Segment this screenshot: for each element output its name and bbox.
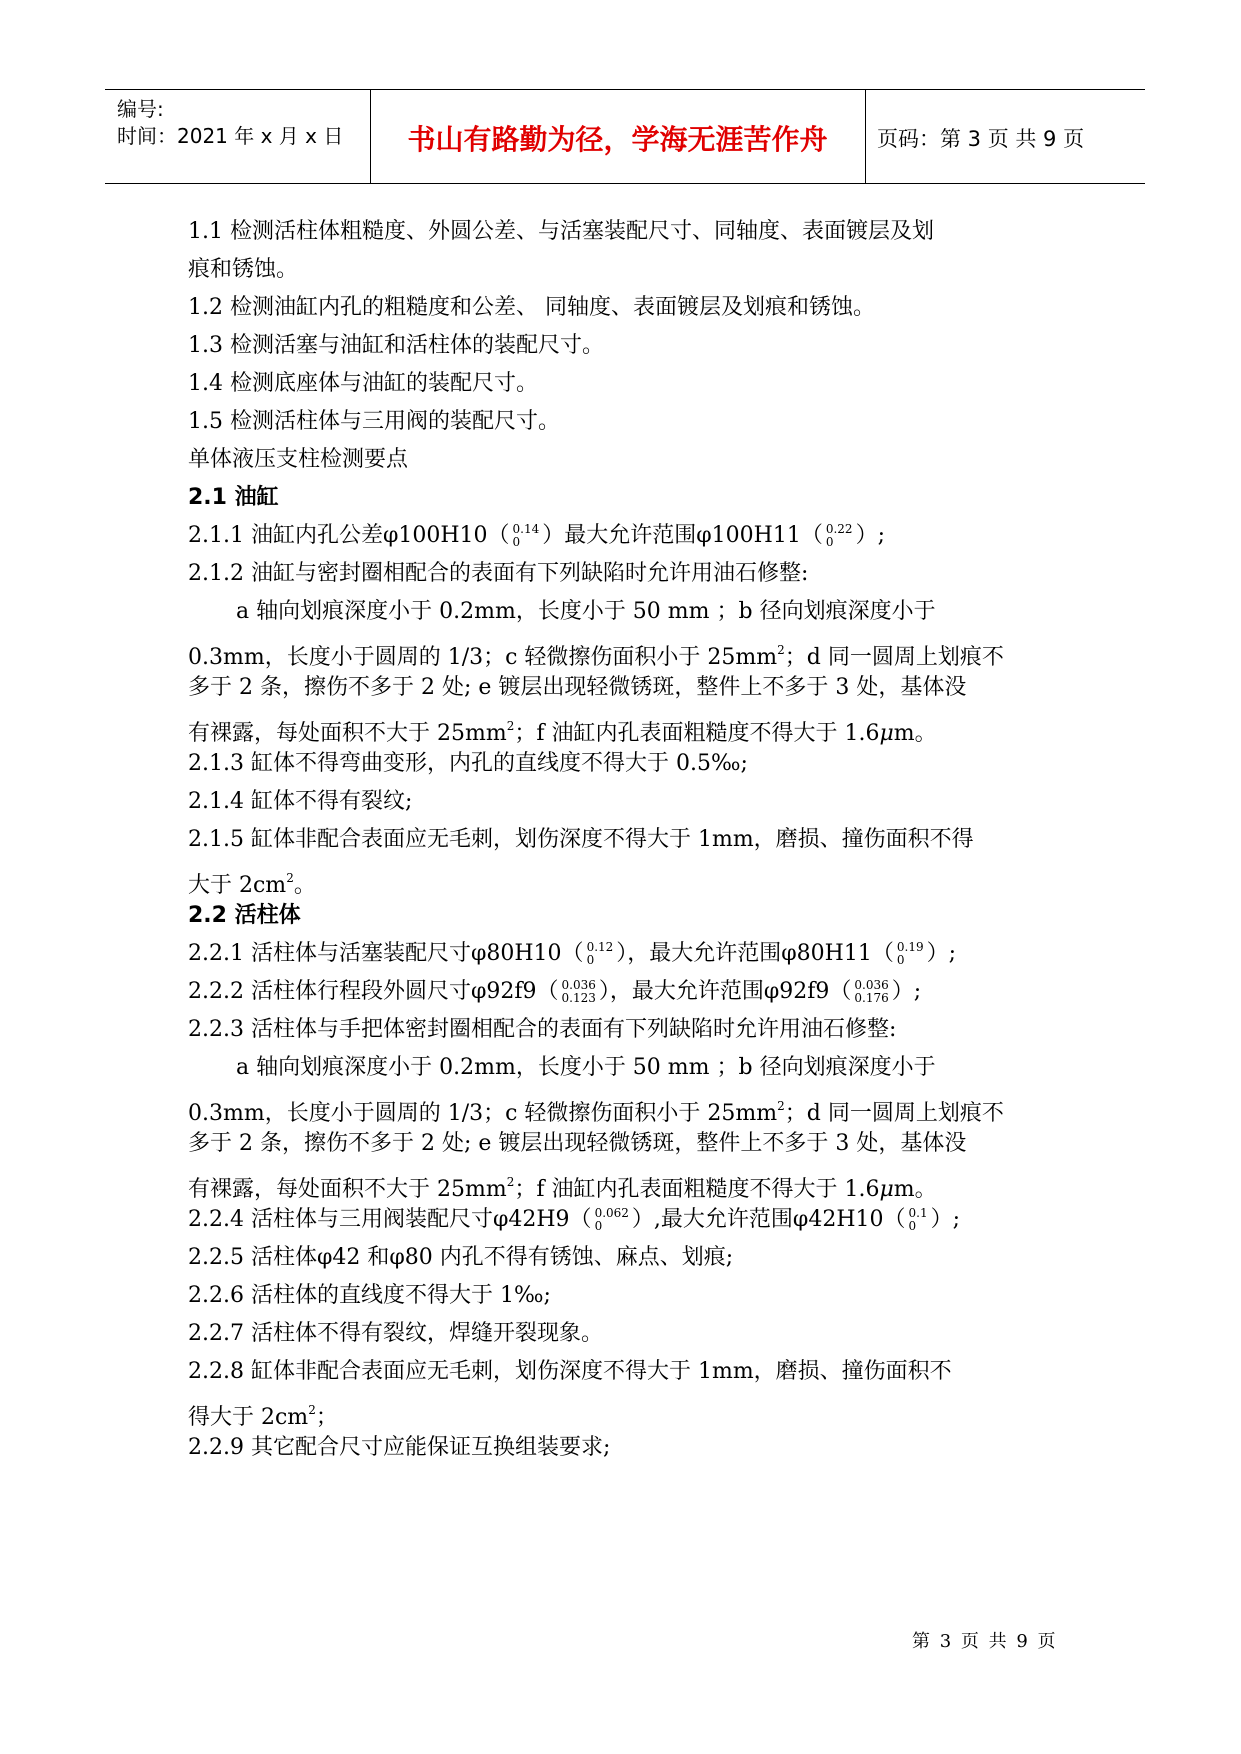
text-run: 2.1.1 油缸内孔公差φ100H10（ <box>188 523 510 548</box>
superscript: 2 <box>777 643 785 657</box>
mu-symbol: μ <box>879 721 894 746</box>
section-heading: 2.2 活柱体 <box>188 903 301 928</box>
tolerance-upper: 0.19 <box>896 940 924 954</box>
header-right-cell <box>865 90 1145 183</box>
document-time-label: 时间：2021 年 x 月 x 日 <box>117 124 344 148</box>
tolerance-lower: 0 <box>586 953 595 967</box>
text-run: ）最大允许范围φ100H11（ <box>542 523 823 548</box>
tolerance-lower: 0 <box>825 535 834 549</box>
paragraph: 1.1 检测活柱体粗糙度、外圆公差、与活塞装配尺寸、同轴度、表面镀层及划 <box>188 219 934 244</box>
text-run: ），最大允许范围φ80H11（ <box>616 941 894 966</box>
header-page-label: 页码：第 3 页 共 9 页 <box>877 127 1085 151</box>
superscript: 2 <box>777 1099 785 1113</box>
page-footer: 第 3 页 共 9 页 <box>912 1631 1058 1652</box>
text-run: ； <box>315 1405 338 1430</box>
text-run: 。 <box>293 873 316 898</box>
text-run: 2.2.4 活柱体与三用阀装配尺寸φ42H9（ <box>188 1207 592 1232</box>
paragraph: 2.2.7 活柱体不得有裂纹，焊缝开裂现象。 <box>188 1321 603 1346</box>
section-heading: 2.1 油缸 <box>188 485 279 510</box>
paragraph <box>188 1391 1068 1429</box>
text-run: ），最大允许范围φ92f9（ <box>598 979 852 1004</box>
text-run: ）; <box>930 1207 961 1232</box>
text-run: ；d 同一圆周上划痕不 <box>784 1101 1004 1126</box>
tolerance <box>587 941 614 967</box>
document-number-label: 编号: <box>117 97 164 121</box>
paragraph <box>188 859 1068 897</box>
paragraph: 多于 2 条，擦伤不多于 2 处; e 镀层出现轻微锈斑，整件上不多于 3 处，基体没 <box>188 1131 967 1156</box>
paragraph: 1.5 检测活柱体与三用阀的装配尺寸。 <box>188 409 560 434</box>
tolerance-lower: 0 <box>908 1219 917 1233</box>
paragraph <box>188 707 1068 745</box>
paragraph: a 轴向划痕深度小于 0.2mm，长度小于 50 mm ；b 径向划痕深度小于 <box>236 1055 936 1080</box>
superscript: 2 <box>286 871 294 885</box>
tolerance-upper: 0.1 <box>908 1206 928 1220</box>
text-run: ；f 油缸内孔表面粗糙度不得大于 1.6 <box>514 1177 880 1202</box>
text-run: 0.3mm，长度小于圆周的 1/3；c 轻微擦伤面积小于 25mm <box>188 1101 778 1126</box>
paragraph: 2.2.9 其它配合尺寸应能保证互换组装要求; <box>188 1435 611 1460</box>
tolerance-upper: 0.14 <box>512 522 540 536</box>
tolerance-lower: 0 <box>594 1219 603 1233</box>
text-run: m。 <box>893 1177 937 1202</box>
paragraph <box>188 1087 1068 1125</box>
paragraph: 2.1.3 缸体不得弯曲变形，内孔的直线度不得大于 0.5‰; <box>188 751 748 776</box>
header-left-cell <box>105 90 371 183</box>
paragraph: a 轴向划痕深度小于 0.2mm，长度小于 50 mm ；b 径向划痕深度小于 <box>236 599 936 624</box>
tolerance-upper: 0.12 <box>586 940 614 954</box>
paragraph: 1.4 检测底座体与油缸的装配尺寸。 <box>188 371 538 396</box>
text-run: ）; <box>855 523 885 548</box>
paragraph: 2.1.2 油缸与密封圈相配合的表面有下列缺陷时允许用油石修整: <box>188 561 809 586</box>
section-title: 单体液压支柱检测要点 <box>188 447 409 472</box>
paragraph: 2.1.4 缸体不得有裂纹; <box>188 789 413 814</box>
text-run: 有裸露，每处面积不大于 25mm <box>188 1177 507 1202</box>
paragraph: 1.2 检测油缸内孔的粗糙度和公差、 同轴度、表面镀层及划痕和锈蚀。 <box>188 295 875 320</box>
paragraph: 2.2.3 活柱体与手把体密封圈相配合的表面有下列缺陷时允许用油石修整: <box>188 1017 897 1042</box>
header-motto: 书山有路勤为径，学海无涯苦作舟 <box>407 123 828 156</box>
text-run: 有裸露，每处面积不大于 25mm <box>188 721 507 746</box>
paragraph <box>188 1163 1068 1201</box>
text-run: ）; <box>926 941 957 966</box>
header-center-cell <box>370 90 866 183</box>
tolerance-upper: 0.22 <box>825 522 853 536</box>
tolerance-upper: 0.062 <box>594 1206 629 1220</box>
paragraph: 2.2.8 缸体非配合表面应无毛刺，划伤深度不得大于 1mm，磨损、撞伤面积不 <box>188 1359 952 1384</box>
document-body <box>188 213 1068 1467</box>
tolerance <box>909 1207 928 1233</box>
text-run: ）; <box>891 979 922 1004</box>
paragraph <box>188 973 1068 1011</box>
paragraph: 痕和锈蚀。 <box>188 257 299 282</box>
tolerance-upper: 0.036 <box>854 978 889 992</box>
paragraph: 2.2.6 活柱体的直线度不得大于 1‰; <box>188 1283 551 1308</box>
paragraph: 2.2.5 活柱体φ42 和φ80 内孔不得有锈蚀、麻点、划痕; <box>188 1245 734 1270</box>
tolerance-lower: 0 <box>512 535 521 549</box>
paragraph <box>188 935 1068 973</box>
text-run: 2.2.2 活柱体行程段外圆尺寸φ92f9（ <box>188 979 559 1004</box>
paragraph <box>188 517 1068 555</box>
superscript: 2 <box>308 1403 316 1417</box>
text-run: 0.3mm，长度小于圆周的 1/3；c 轻微擦伤面积小于 25mm <box>188 645 778 670</box>
tolerance-upper: 0.036 <box>561 978 596 992</box>
text-run: ）,最大允许范围φ42H10（ <box>631 1207 906 1232</box>
text-run: 大于 2cm <box>188 873 287 898</box>
text-run: 得大于 2cm <box>188 1405 309 1430</box>
tolerance <box>562 979 596 1005</box>
text-run: ；f 油缸内孔表面粗糙度不得大于 1.6 <box>514 721 880 746</box>
tolerance <box>854 979 888 1005</box>
tolerance <box>595 1207 629 1233</box>
paragraph <box>188 631 1068 669</box>
tolerance-lower: 0.123 <box>561 991 596 1005</box>
tolerance <box>826 523 853 549</box>
paragraph: 1.3 检测活塞与油缸和活柱体的装配尺寸。 <box>188 333 604 358</box>
superscript: 2 <box>506 719 515 733</box>
tolerance <box>897 941 924 967</box>
tolerance <box>513 523 540 549</box>
text-run: m。 <box>893 721 937 746</box>
tolerance-lower: 0.176 <box>854 991 889 1005</box>
mu-symbol: μ <box>879 1177 894 1202</box>
paragraph: 2.1.5 缸体非配合表面应无毛刺，划伤深度不得大于 1mm，磨损、撞伤面积不得 <box>188 827 974 852</box>
text-run: 2.2.1 活柱体与活塞装配尺寸φ80H10（ <box>188 941 584 966</box>
tolerance-lower: 0 <box>896 953 905 967</box>
superscript: 2 <box>506 1175 515 1189</box>
page-header <box>105 89 1145 184</box>
text-run: ；d 同一圆周上划痕不 <box>784 645 1004 670</box>
paragraph <box>188 1201 1068 1239</box>
paragraph: 多于 2 条，擦伤不多于 2 处; e 镀层出现轻微锈斑，整件上不多于 3 处，基体没 <box>188 675 967 700</box>
